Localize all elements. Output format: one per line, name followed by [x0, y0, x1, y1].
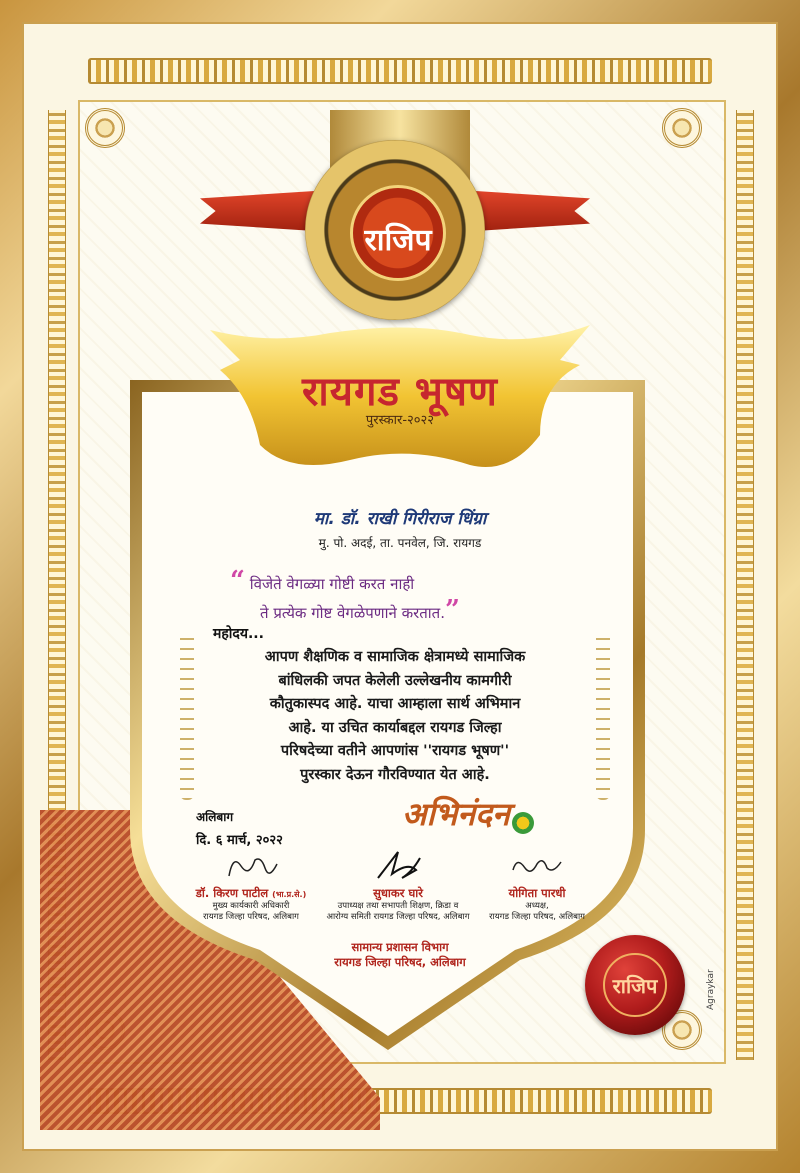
wax-seal: [585, 935, 685, 1035]
signature-1-icon: [221, 848, 281, 882]
signatory-2-name: सुधाकर घारे: [373, 886, 423, 900]
quote-close-icon: ”: [445, 595, 460, 625]
corner-rosette-icon: [85, 108, 125, 148]
quote-open-icon: “: [230, 566, 245, 596]
place: अलिबाग: [196, 810, 234, 824]
body-line: कौतुकास्पद आहे. याचा आम्हाला सार्थ अभिमान: [269, 696, 521, 712]
signatory-1-role: मुख्य कार्यकारी अधिकारी: [212, 901, 290, 911]
signatory-2: [318, 848, 478, 923]
emblem-seal: [305, 140, 485, 320]
body-line: पुरस्कार देऊन गौरविण्यात येत आहे.: [300, 766, 490, 783]
date: दि. ६ मार्च, २०२२: [196, 833, 283, 848]
emblem-logo: [350, 185, 446, 281]
signatory-1: [186, 848, 316, 923]
quote-line-1: विजेते वेगळ्या गोष्टी करत नाही: [249, 575, 415, 593]
body-line: आहे. या उचित कार्याबद्दल रायगड जिल्हा: [288, 719, 502, 736]
recipient-name: मा. डॉ. राखी गिरीराज धिंग्रा: [313, 509, 487, 529]
signatory-2-org: आरोग्य समिती रायगड जिल्हा परिषद, अलिबाग: [326, 912, 470, 922]
signatory-3-name: योगिता पारधी: [508, 886, 566, 900]
top-ornament-strip: [88, 58, 712, 84]
recipient-address: मु. पो. अदई, ता. पनवेल, जि. रायगड: [318, 536, 482, 550]
signatory-3-org: रायगड जिल्हा परिषद, अलिबाग: [489, 912, 585, 922]
department-line-2: रायगड जिल्हा परिषद, अलिबाग: [334, 955, 466, 969]
quote: [230, 568, 590, 626]
body-line: बांधिलकी जपत केलेली उल्लेखनीय कामगीरी: [278, 672, 512, 689]
right-ornament-strip: [736, 110, 754, 1060]
bouquet-icon: [512, 812, 534, 834]
signatory-3: [472, 848, 602, 923]
floral-vine-left-icon: [180, 630, 194, 800]
quote-line-2: ते प्रत्येक गोष्ट वेगळेपणाने करतात.: [260, 604, 445, 622]
signatory-2-role: उपाध्यक्ष तथा सभापती शिक्षण, क्रिडा व: [337, 901, 459, 911]
signature-3-icon: [507, 848, 567, 882]
floral-vine-right-icon: [596, 630, 610, 800]
signatory-1-suffix: (भा.प्र.से.): [272, 890, 307, 899]
signature-2-icon: [368, 848, 428, 882]
corner-rosette-icon: [662, 108, 702, 148]
award-subtitle: पुरस्कार-२०२२: [365, 413, 435, 428]
department-line-1: सामान्य प्रशासन विभाग: [351, 940, 449, 954]
wax-seal-logo-text: राजिप: [612, 973, 658, 998]
body-line: परिषदेच्या वतीने आपणांस ''रायगड भूषण'': [280, 743, 510, 759]
congratulations-calligraphy: अभिनंदन: [402, 795, 510, 833]
signatory-1-org: रायगड जिल्हा परिषद, अलिबाग: [203, 912, 299, 922]
artist-credit: Agraykar: [706, 969, 716, 1010]
salutation: महोदय...: [213, 626, 264, 642]
award-title: रायगड भूषण: [302, 368, 498, 415]
emblem-logo-text: राजिप: [364, 222, 432, 258]
body-line: आपण शैक्षणिक व सामाजिक क्षेत्रामध्ये सामाजिक: [264, 649, 526, 665]
signatory-1-name: डॉ. किरण पाटील: [195, 886, 269, 900]
signatory-3-role: अध्यक्ष,: [525, 901, 549, 911]
body-text: [200, 646, 590, 787]
